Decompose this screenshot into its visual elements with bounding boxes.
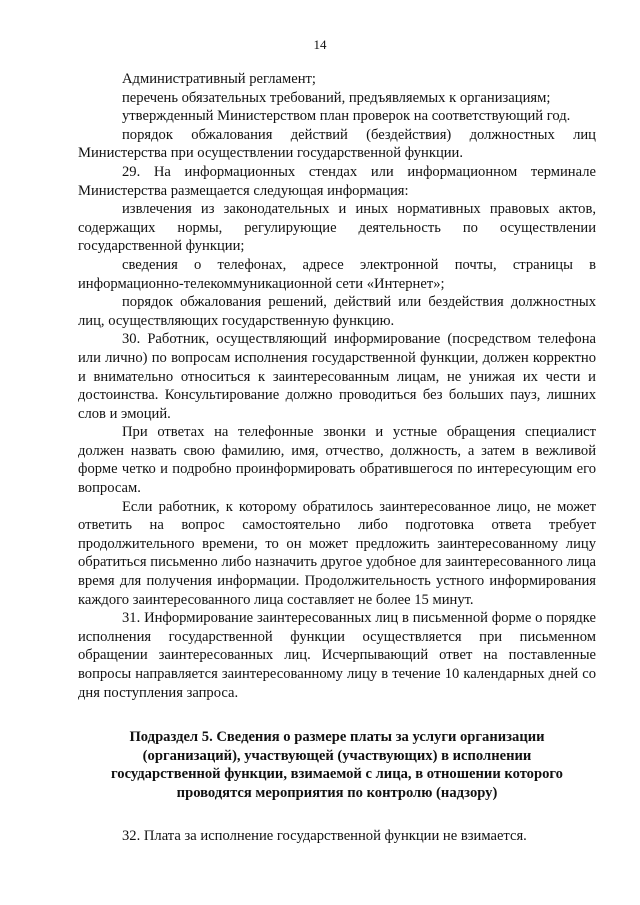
paragraph: утвержденный Министерством план проверок на соответствующий год.	[122, 108, 571, 125]
paragraph: порядок обжалования решений, действий или бездействия должностных лиц, осуществляющих государственную функцию.	[78, 294, 596, 329]
paragraph: При ответах на телефонные звонки и устные обращения специалист должен назвать свою фамилию, имя, отчество, должность, а затем в вежливой форме четко и подробно проинформировать обратившегося по интересующим его вопросам.	[78, 424, 596, 497]
page-number: 14	[313, 37, 327, 52]
paragraph: Если работник, к которому обратилось заинтересованное лицо, не может ответить на вопрос самостоятельно либо подготовка ответа требует продолжительного времени, то он может предложить заинтересованному лицу обратиться письменно либо назначить другое удобное для заинтересованного лица время для получения информации. Продолжительность устного информирования каждого заинтересованного лица составляет не более 15 минут.	[78, 498, 596, 608]
paragraph: 30. Работник, осуществляющий информирование (посредством телефона или лично) по вопросам исполнения государственной функции, должен корректно и внимательно относиться к заинтересованным лицам, не унижая их чести и достоинства. Консультирование должно проводиться без больших пауз, лишних слов и эмоций.	[78, 331, 596, 422]
paragraph: перечень обязательных требований, предъявляемых к организациям;	[122, 89, 551, 106]
paragraph: порядок обжалования действий (бездействия) должностных лиц Министерства при осуществлении государственной функции.	[78, 126, 596, 162]
heading-line: проводятся мероприятия по контролю (надзору)	[176, 784, 498, 801]
paragraph: Административный регламент;	[122, 71, 316, 87]
paragraph: 29. На информационных стендах или информационном терминале Министерства размещается следующая информация:	[78, 163, 596, 199]
heading-line: (организаций), участвующей (участвующих) в исполнении	[142, 747, 532, 764]
heading-line: Подраздел 5. Сведения о размере платы за услуги организации	[129, 729, 545, 746]
section-heading	[78, 728, 596, 802]
document-body	[78, 70, 596, 845]
paragraph: извлечения из законодательных и иных нормативных правовых актов, содержащих нормы, регулирующие деятельность по осуществлении государственной функции;	[78, 201, 596, 255]
paragraph: 32. Плата за исполнение государственной функции не взимается.	[122, 827, 527, 844]
paragraph: 31. Информирование заинтересованных лиц в письменной форме о порядке исполнения государственной функции осуществляется при письменном обращении заинтересованных лиц. Исчерпывающий ответ на поставленные вопросы направляется заинтересованному лицу в течение 10 календарных дней со дня поступления запроса.	[78, 610, 596, 701]
heading-line: государственной функции, взимаемой с лица, в отношении которого	[111, 766, 563, 783]
paragraph: сведения о телефонах, адресе электронной почты, страницы в информационно-телекоммуникационной сети «Интернет»;	[78, 256, 596, 292]
